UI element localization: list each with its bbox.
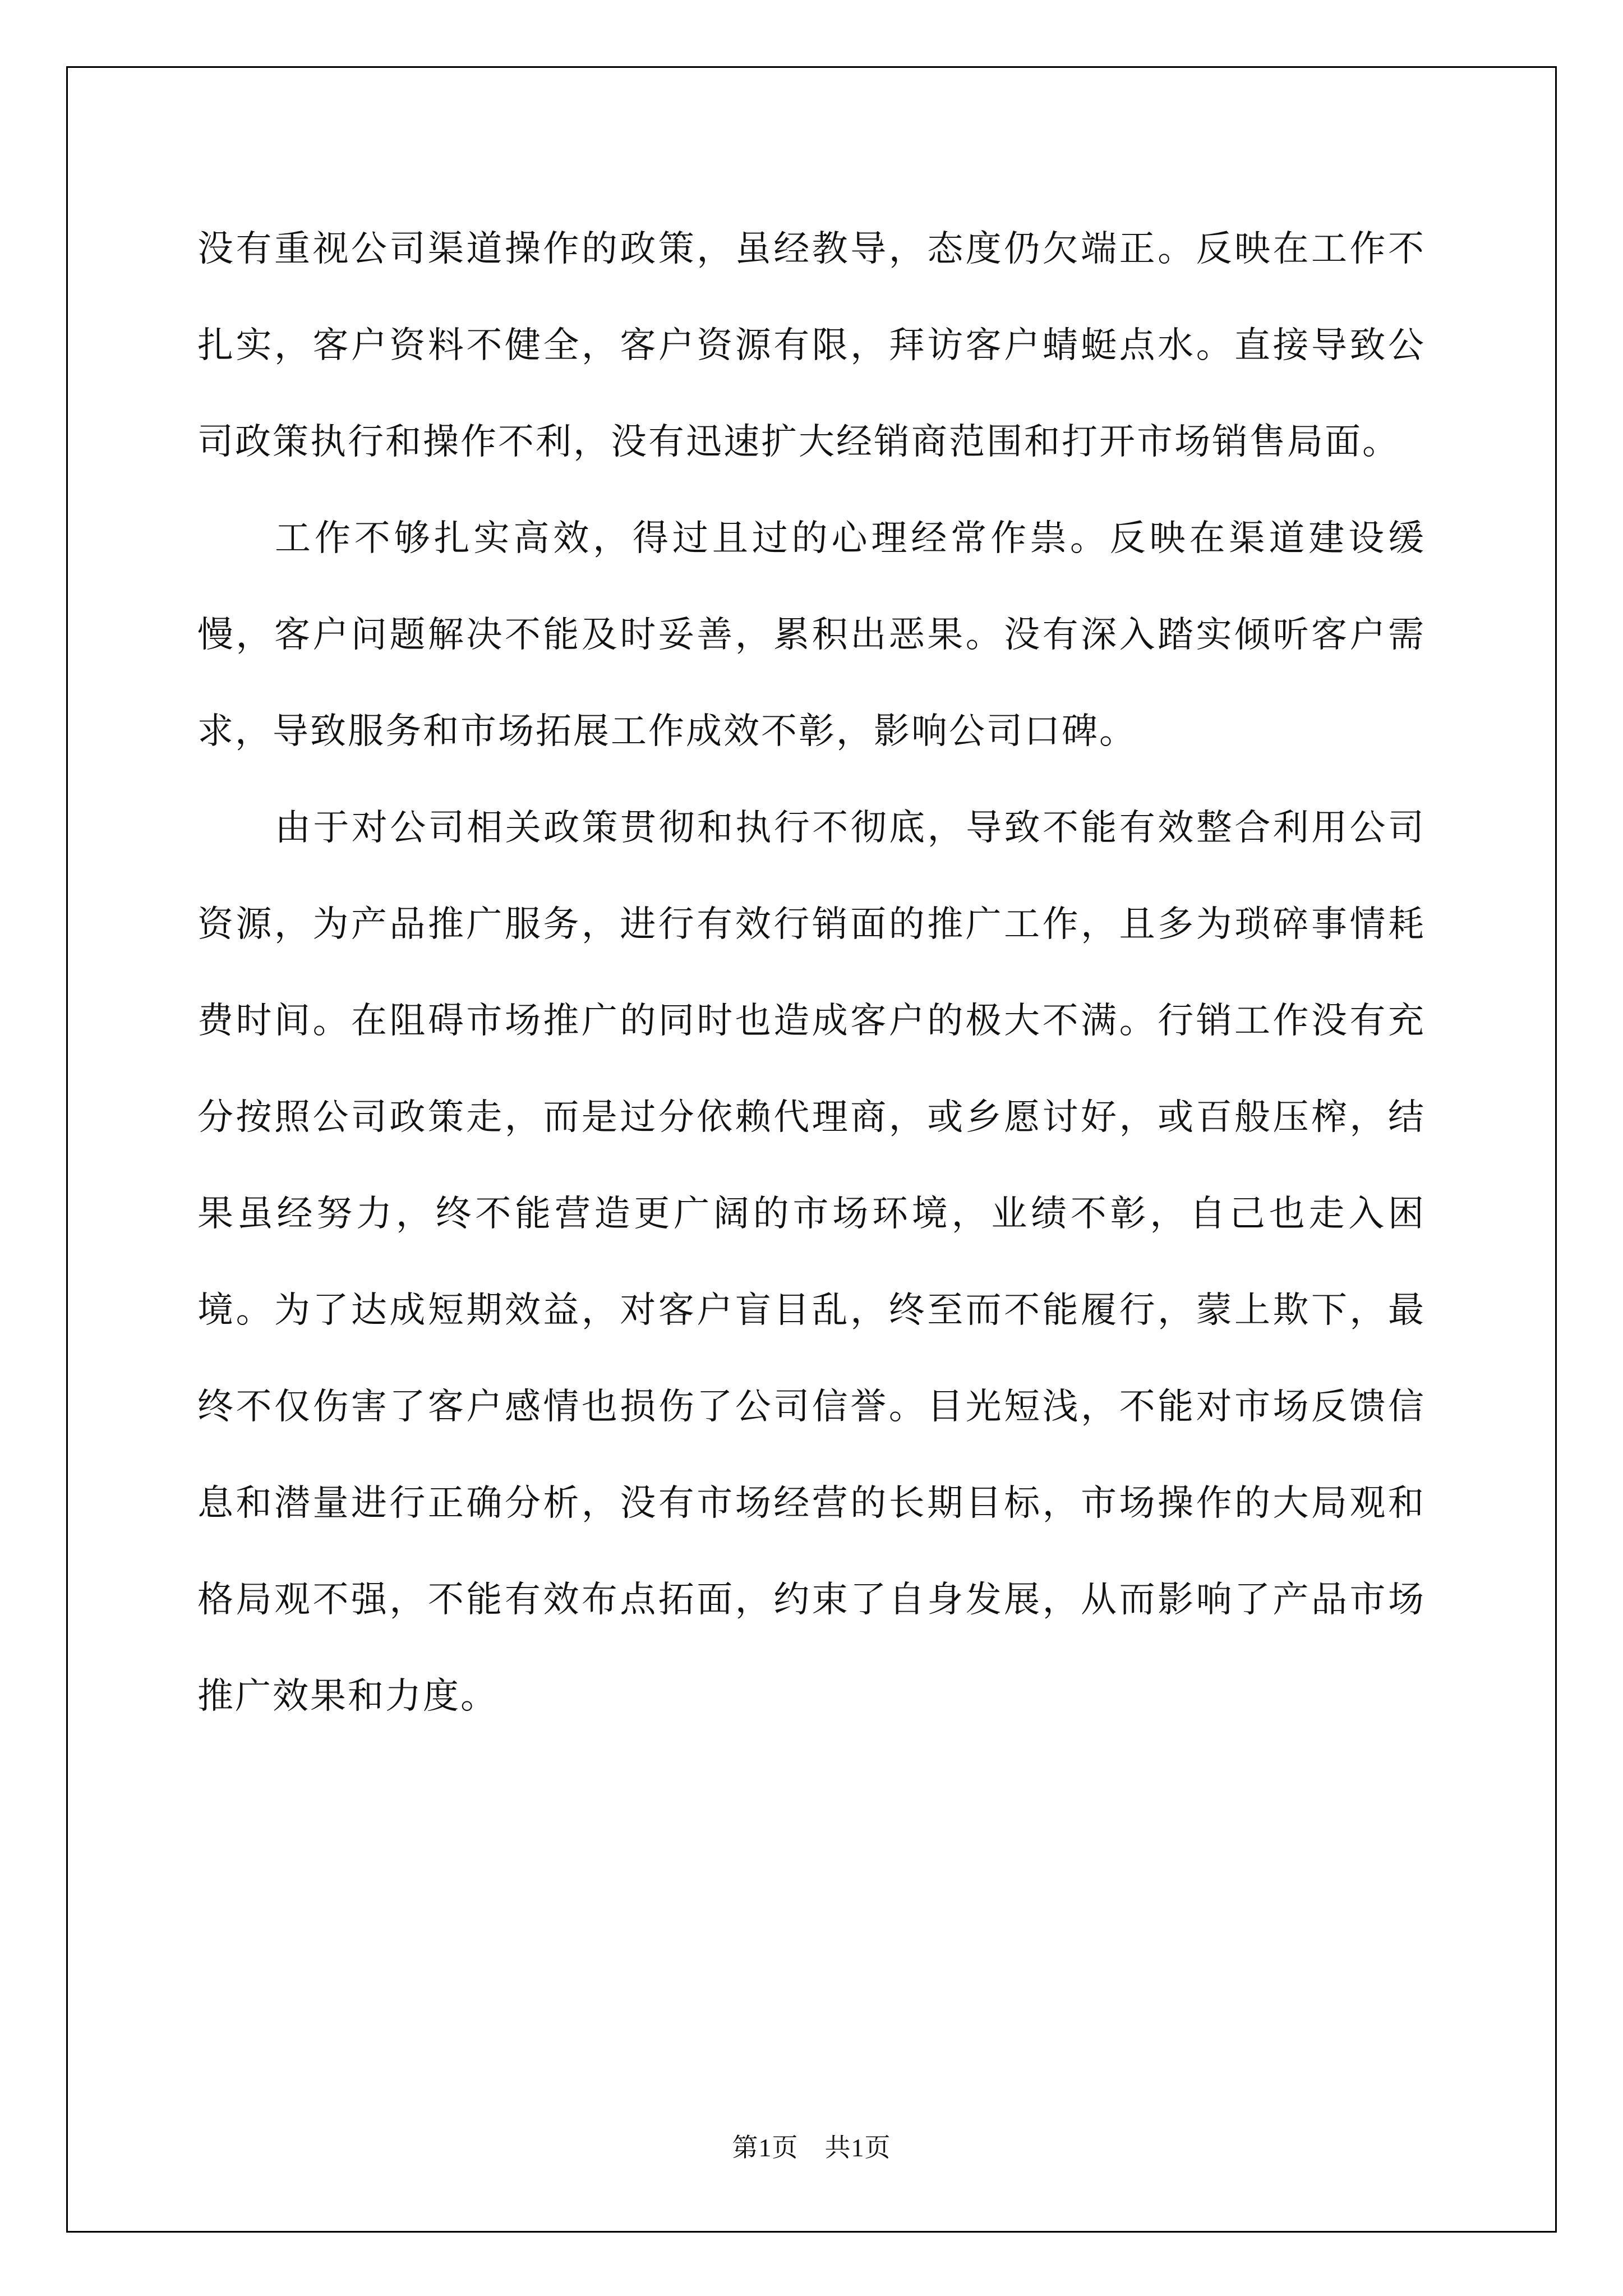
paragraph-1: 没有重视公司渠道操作的政策，虽经教导，态度仍欠端正。反映在工作不扎实，客户资料不健全，客户资源有限，拜访客户蜻蜓点水。直接导致公司政策执行和操作不利，没有迅速扩大经销商范围和打开市场销售局面。 — [197, 228, 1426, 463]
paragraph-2: 工作不够扎实高效，得过且过的心理经常作祟。反映在渠道建设缓慢，客户问题解决不能及时妥善，累积出恶果。没有深入踏实倾听客户需求，导致服务和市场拓展工作成效不彰，影响公司口碑。 — [197, 518, 1426, 752]
document-body — [197, 201, 1426, 1745]
page-footer: 第1页 共1页 — [732, 2133, 891, 2162]
paragraph-3: 由于对公司相关政策贯彻和执行不彻底，导致不能有效整合利用公司资源，为产品推广服务，进行有效行销面的推广工作，且多为琐碎事情耗费时间。在阻碍市场推广的同时也造成客户的极大不满。行销工作没有充分按照公司政策走，而是过分依赖代理商，或乡愿讨好，或百般压榨，结果虽经努力，终不能营造更广阔的市场环境，业绩不彰，自己也走入困境。为了达成短期效益，对客户盲目乱，终至而不能履行，蒙上欺下，最终不仅伤害了客户感情也损伤了公司信誉。目光短浅，不能对市场反馈信息和潜量进行正确分析，没有市场经营的长期目标，市场操作的大局观和格局观不强，不能有效布点拓面，约束了自身发展，从而影响了产品市场推广效果和力度。 — [197, 807, 1426, 1717]
